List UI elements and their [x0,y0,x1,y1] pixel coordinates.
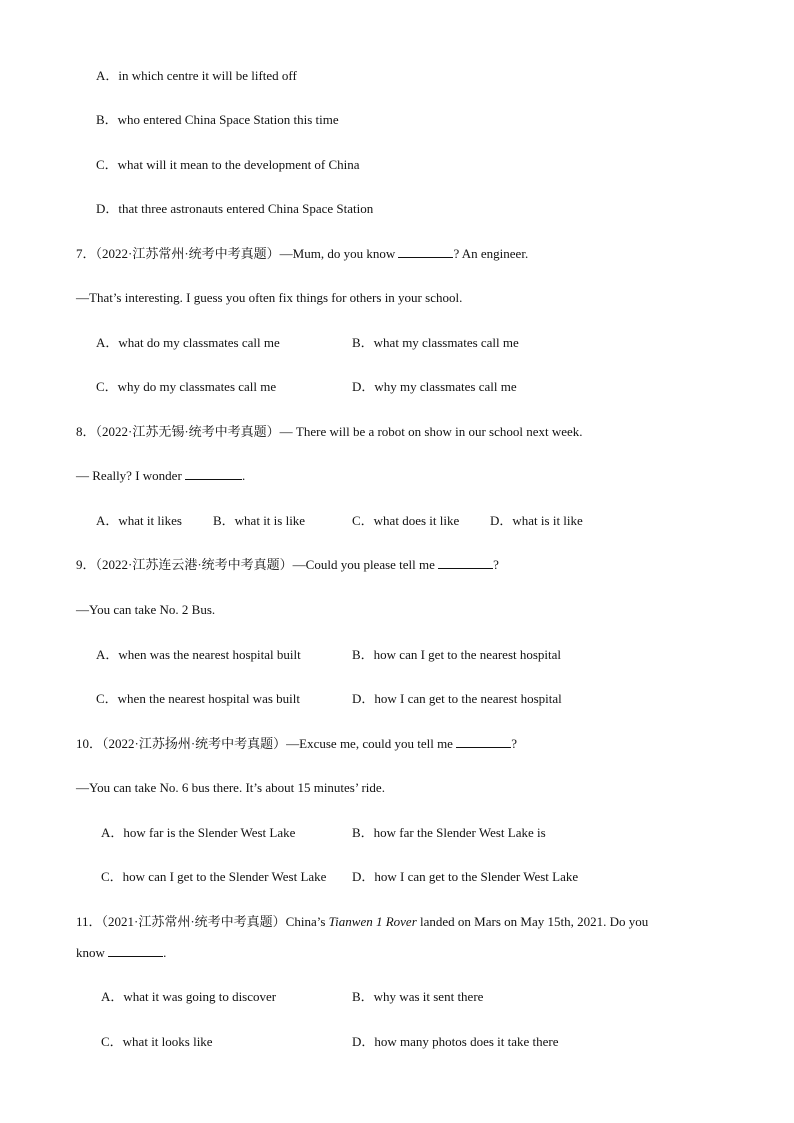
q9-option-b: B．how can I get to the nearest hospital [352,647,562,662]
q8-reply-end: . [242,468,246,483]
q7-option-d: D．why my classmates call me [352,379,517,394]
q11-option-c: C．what it looks like [101,1034,213,1049]
q6-option-a: A．in which centre it will be lifted off [96,68,297,83]
q11-stem-line2-end: . [163,945,167,960]
q9-option-a: A．when was the nearest hospital built [96,647,301,662]
q8-option-b: B．what it is like [213,513,306,528]
q10-reply: —You can take No. 6 bus there. It’s about 15 minutes’ ride. [76,780,385,795]
q10-stem-text: 10．（2022·江苏扬州·统考中考真题）—Excuse me, could you tell me [76,736,457,751]
q11-blank [108,944,163,957]
q10-blank [456,735,511,748]
q10-option-d: D．how I can get to the Slender West Lake [352,869,579,884]
q8-reply [76,467,245,485]
q11-option-a: A．what it was going to discover [101,989,277,1004]
q8-option-c: C．what does it like [352,513,460,528]
q9-stem-end: ? [493,557,499,572]
q9-stem [76,556,499,574]
q11-stem [76,913,648,931]
q10-option-c: C．how can I get to the Slender West Lake [101,869,327,884]
q9-option-c: C．when the nearest hospital was built [96,691,300,706]
q11-stem-line2-text: know [76,945,109,960]
q9-option-d: D．how I can get to the nearest hospital [352,691,562,706]
q10-option-b: B．how far the Slender West Lake is [352,825,546,840]
q8-option-a: A．what it likes [96,513,182,528]
q10-option-a: A．how far is the Slender West Lake [101,825,296,840]
q8-reply-text: — Really? I wonder [76,468,186,483]
q11-option-b: B．why was it sent there [352,989,484,1004]
q8-stem: 8．（2022·江苏无锡·统考中考真题）— There will be a robot on show in our school next week. [76,424,583,439]
q9-reply: —You can take No. 2 Bus. [76,602,216,617]
q10-stem [76,735,517,753]
q10-stem-end: ? [511,736,517,751]
q8-blank [185,467,242,480]
q8-option-d: D．what is it like [490,513,583,528]
q7-option-c: C．why do my classmates call me [96,379,277,394]
q7-stem [76,245,528,263]
q7-option-b: B．what my classmates call me [352,335,519,350]
q7-reply: —That’s interesting. I guess you often fix things for others in your school. [76,290,463,305]
q11-stem-italic: Tianwen 1 Rover [328,914,417,929]
q9-stem-text: 9．（2022·江苏连云港·统考中考真题）—Could you please tell me [76,557,439,572]
q7-stem-end: ? An engineer. [453,246,529,261]
q11-stem-rest: landed on Mars on May 15th, 2021. Do you [416,914,649,929]
q6-option-d: D．that three astronauts entered China Space Station [96,201,374,216]
q6-option-c: C．what will it mean to the development of China [96,157,360,172]
q7-stem-text: 7．（2022·江苏常州·统考中考真题）—Mum, do you know [76,246,399,261]
q11-option-d: D．how many photos does it take there [352,1034,559,1049]
q9-blank [438,556,493,569]
q7-blank [398,245,453,258]
q11-stem-text: 11．（2021·江苏常州·统考中考真题）China’s [76,914,329,929]
q11-stem-line2 [76,944,166,962]
q7-option-a: A．what do my classmates call me [96,335,280,350]
q6-option-b: B．who entered China Space Station this time [96,112,339,127]
